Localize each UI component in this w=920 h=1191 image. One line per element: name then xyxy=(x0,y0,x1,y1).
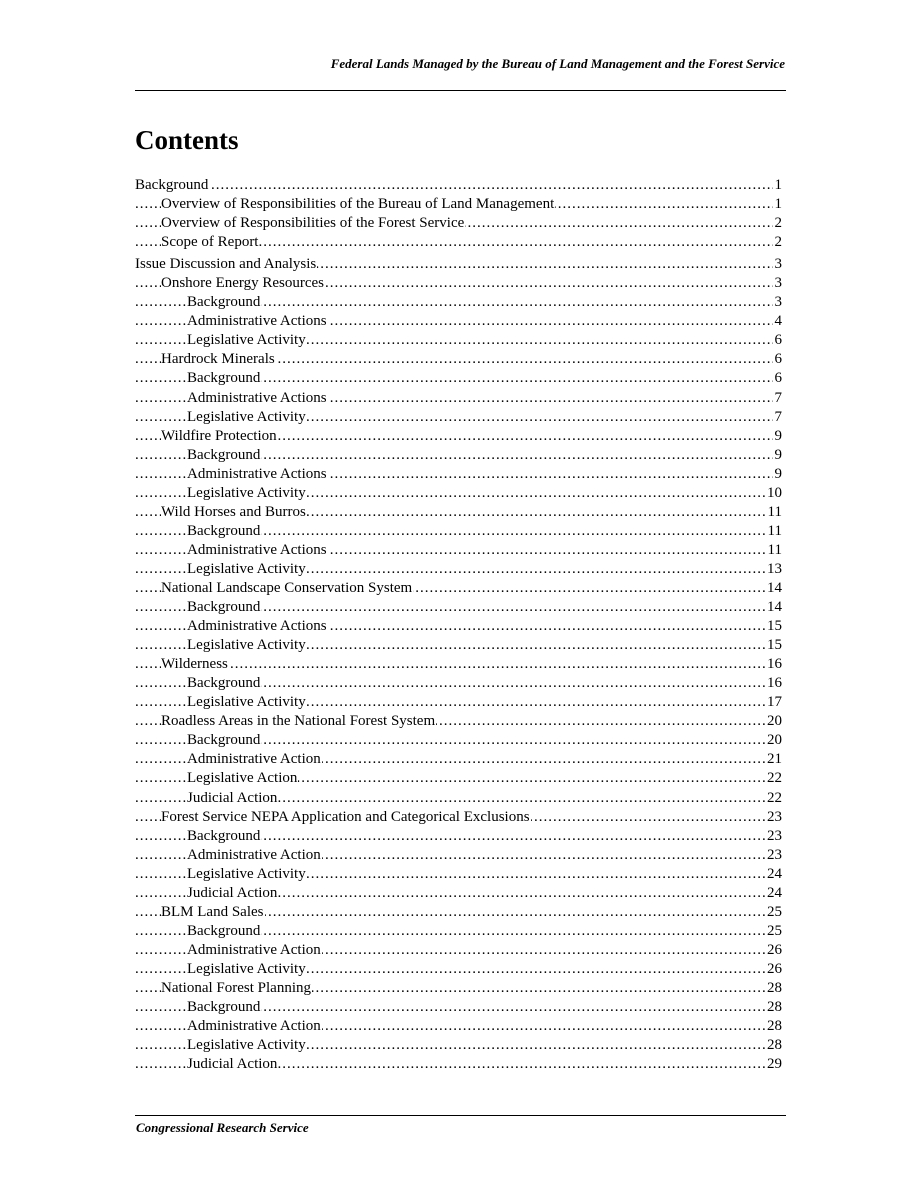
toc-entry-page: 28 xyxy=(767,979,782,996)
toc-entry-title: National Forest Planning xyxy=(161,979,311,996)
toc-entry[interactable] xyxy=(135,176,782,195)
toc-entry[interactable] xyxy=(135,312,782,331)
toc-entry[interactable] xyxy=(135,808,782,827)
toc-entry[interactable] xyxy=(135,195,782,214)
toc-entry-page: 16 xyxy=(767,656,782,673)
toc-entry-title: Administrative Action xyxy=(187,846,321,863)
toc-entry-page: 6 xyxy=(774,332,782,349)
toc-entry-title: National Landscape Conservation System xyxy=(161,579,413,596)
toc-entry[interactable] xyxy=(135,865,782,884)
toc-entry-title: Legislative Activity xyxy=(187,560,306,577)
toc-entry[interactable] xyxy=(135,560,782,579)
toc-entry-title: Background xyxy=(187,732,261,749)
toc-entry-title: Background xyxy=(187,294,261,311)
contents-heading: Contents xyxy=(135,125,239,155)
footer-divider xyxy=(135,1115,786,1116)
toc-entry-title: Judicial Action xyxy=(187,1056,278,1073)
toc-entry[interactable] xyxy=(135,960,782,979)
toc-entry[interactable] xyxy=(135,922,782,941)
toc-entry-title: Background xyxy=(187,370,261,387)
toc-entry-title: Wildfire Protection xyxy=(161,427,277,444)
toc-entry[interactable] xyxy=(135,408,782,427)
toc-entry-title: Background xyxy=(187,522,261,539)
toc-entry-title: Legislative Activity xyxy=(187,865,306,882)
table-of-contents xyxy=(135,176,782,1074)
toc-entry-page: 24 xyxy=(767,865,782,882)
toc-entry[interactable] xyxy=(135,579,782,598)
toc-entry-title: Wilderness xyxy=(161,656,228,673)
toc-entry[interactable] xyxy=(135,1036,782,1055)
toc-entry[interactable] xyxy=(135,1017,782,1036)
toc-entry-title: Administrative Actions xyxy=(187,313,327,330)
toc-entry-title: Roadless Areas in the National Forest System xyxy=(161,713,436,730)
toc-entry[interactable] xyxy=(135,331,782,350)
toc-entry-page: 25 xyxy=(767,903,782,920)
toc-entry-page: 3 xyxy=(774,294,782,311)
toc-entry-page: 26 xyxy=(767,941,782,958)
toc-entry-page: 6 xyxy=(774,351,782,368)
toc-entry-title: Background xyxy=(187,999,261,1016)
toc-entry-page: 28 xyxy=(767,1018,782,1035)
toc-entry-page: 11 xyxy=(767,522,782,539)
toc-entry-title: Scope of Report xyxy=(161,234,259,251)
toc-entry[interactable] xyxy=(135,789,782,808)
toc-entry[interactable] xyxy=(135,979,782,998)
toc-entry[interactable] xyxy=(135,446,782,465)
toc-entry-page: 9 xyxy=(774,465,782,482)
toc-entry-page: 14 xyxy=(767,579,782,596)
toc-entry-page: 2 xyxy=(774,215,782,232)
toc-entry[interactable] xyxy=(135,712,782,731)
toc-entry[interactable] xyxy=(135,369,782,388)
toc-entry[interactable] xyxy=(135,465,782,484)
toc-entry-title: Administrative Actions xyxy=(187,618,327,635)
toc-entry-page: 20 xyxy=(767,713,782,730)
toc-entry-page: 13 xyxy=(767,560,782,577)
toc-entry-title: Legislative Activity xyxy=(187,1037,306,1054)
toc-entry-page: 3 xyxy=(774,256,782,273)
toc-entry-page: 3 xyxy=(774,275,782,292)
toc-entry[interactable] xyxy=(135,541,782,560)
toc-dot-leader xyxy=(135,176,782,195)
toc-entry[interactable] xyxy=(135,655,782,674)
toc-entry[interactable] xyxy=(135,750,782,769)
toc-entry-page: 14 xyxy=(767,599,782,616)
toc-entry-page: 23 xyxy=(767,827,782,844)
toc-entry-title: Administrative Actions xyxy=(187,389,327,406)
toc-entry[interactable] xyxy=(135,293,782,312)
toc-entry-page: 28 xyxy=(767,1037,782,1054)
toc-entry-title: Issue Discussion and Analysis xyxy=(135,256,317,273)
toc-entry-page: 9 xyxy=(774,427,782,444)
toc-entry[interactable] xyxy=(135,484,782,503)
toc-entry-page: 11 xyxy=(767,541,782,558)
toc-entry[interactable] xyxy=(135,598,782,617)
toc-entry[interactable] xyxy=(135,350,782,369)
toc-entry[interactable] xyxy=(135,941,782,960)
toc-entry-title: Background xyxy=(187,599,261,616)
toc-entry-title: Legislative Activity xyxy=(187,332,306,349)
toc-entry-title: Forest Service NEPA Application and Categorical Exclusions xyxy=(161,808,530,825)
toc-entry-page: 22 xyxy=(767,770,782,787)
toc-entry-page: 24 xyxy=(767,884,782,901)
toc-entry-page: 23 xyxy=(767,846,782,863)
toc-entry[interactable] xyxy=(135,846,782,865)
toc-entry[interactable] xyxy=(135,884,782,903)
toc-entry-title: Administrative Action xyxy=(187,941,321,958)
running-footer: Congressional Research Service xyxy=(136,1120,309,1135)
toc-entry-title: Legislative Activity xyxy=(187,637,306,654)
running-header: Federal Lands Managed by the Bureau of Land Management and the Forest Service xyxy=(330,56,785,71)
toc-entry[interactable] xyxy=(135,693,782,712)
toc-entry-title: Overview of Responsibilities of the Bureau of Land Management xyxy=(161,196,555,213)
toc-entry-title: Legislative Activity xyxy=(187,960,306,977)
toc-entry-title: Legislative Activity xyxy=(187,694,306,711)
toc-entry-title: Onshore Energy Resources xyxy=(161,275,325,292)
toc-entry-title: Administrative Action xyxy=(187,1018,321,1035)
toc-entry-page: 26 xyxy=(767,960,782,977)
toc-entry-page: 9 xyxy=(774,446,782,463)
toc-entry[interactable] xyxy=(135,636,782,655)
toc-entry-title: Background xyxy=(187,675,261,692)
toc-entry-page: 16 xyxy=(767,675,782,692)
toc-entry[interactable] xyxy=(135,769,782,788)
toc-entry-title: Administrative Action xyxy=(187,751,321,768)
toc-entry-title: Hardrock Minerals xyxy=(161,351,275,368)
toc-entry[interactable] xyxy=(135,998,782,1017)
toc-dot-leader xyxy=(135,655,782,674)
toc-entry-page: 15 xyxy=(767,618,782,635)
toc-entry[interactable] xyxy=(135,427,782,446)
toc-entry[interactable] xyxy=(135,214,782,233)
toc-entry[interactable] xyxy=(135,503,782,522)
toc-entry[interactable] xyxy=(135,389,782,408)
toc-entry-page: 20 xyxy=(767,732,782,749)
toc-entry-page: 4 xyxy=(774,313,782,330)
toc-entry-title: Judicial Action xyxy=(187,789,278,806)
toc-entry-title: Judicial Action xyxy=(187,884,278,901)
toc-entry-page: 22 xyxy=(767,789,782,806)
toc-entry-page: 2 xyxy=(774,234,782,251)
toc-entry-title: Administrative Actions xyxy=(187,541,327,558)
toc-entry-title: Overview of Responsibilities of the Forest Service xyxy=(161,215,465,232)
toc-entry[interactable] xyxy=(135,731,782,750)
toc-entry-title: Legislative Action xyxy=(187,770,298,787)
toc-entry[interactable] xyxy=(135,255,782,274)
toc-entry-page: 15 xyxy=(767,637,782,654)
toc-entry-page: 17 xyxy=(767,694,782,711)
toc-entry-page: 21 xyxy=(767,751,782,768)
toc-entry-page: 7 xyxy=(774,408,782,425)
toc-entry-page: 1 xyxy=(774,177,782,193)
toc-entry[interactable] xyxy=(135,674,782,693)
toc-entry-title: Background xyxy=(187,446,261,463)
toc-entry-page: 29 xyxy=(767,1056,782,1073)
toc-entry-page: 23 xyxy=(767,808,782,825)
toc-entry-title: Background xyxy=(135,177,209,193)
toc-entry-page: 28 xyxy=(767,999,782,1016)
toc-entry[interactable] xyxy=(135,274,782,293)
toc-entry[interactable] xyxy=(135,522,782,541)
toc-entry-title: Legislative Activity xyxy=(187,408,306,425)
toc-entry-page: 6 xyxy=(774,370,782,387)
toc-entry[interactable] xyxy=(135,617,782,636)
toc-entry-page: 7 xyxy=(774,389,782,406)
toc-entry-title: Wild Horses and Burros xyxy=(161,503,306,520)
toc-entry-page: 11 xyxy=(767,503,782,520)
toc-entry-title: Legislative Activity xyxy=(187,484,306,501)
toc-entry[interactable] xyxy=(135,1055,782,1074)
header-divider xyxy=(135,90,786,91)
toc-entry-page: 10 xyxy=(767,484,782,501)
toc-entry[interactable] xyxy=(135,827,782,846)
toc-entry[interactable] xyxy=(135,903,782,922)
toc-entry[interactable] xyxy=(135,233,782,252)
toc-entry-page: 1 xyxy=(774,196,782,213)
toc-entry-page: 25 xyxy=(767,922,782,939)
toc-entry-title: Administrative Actions xyxy=(187,465,327,482)
toc-entry-title: Background xyxy=(187,922,261,939)
toc-entry-title: BLM Land Sales xyxy=(161,903,264,920)
toc-entry-title: Background xyxy=(187,827,261,844)
